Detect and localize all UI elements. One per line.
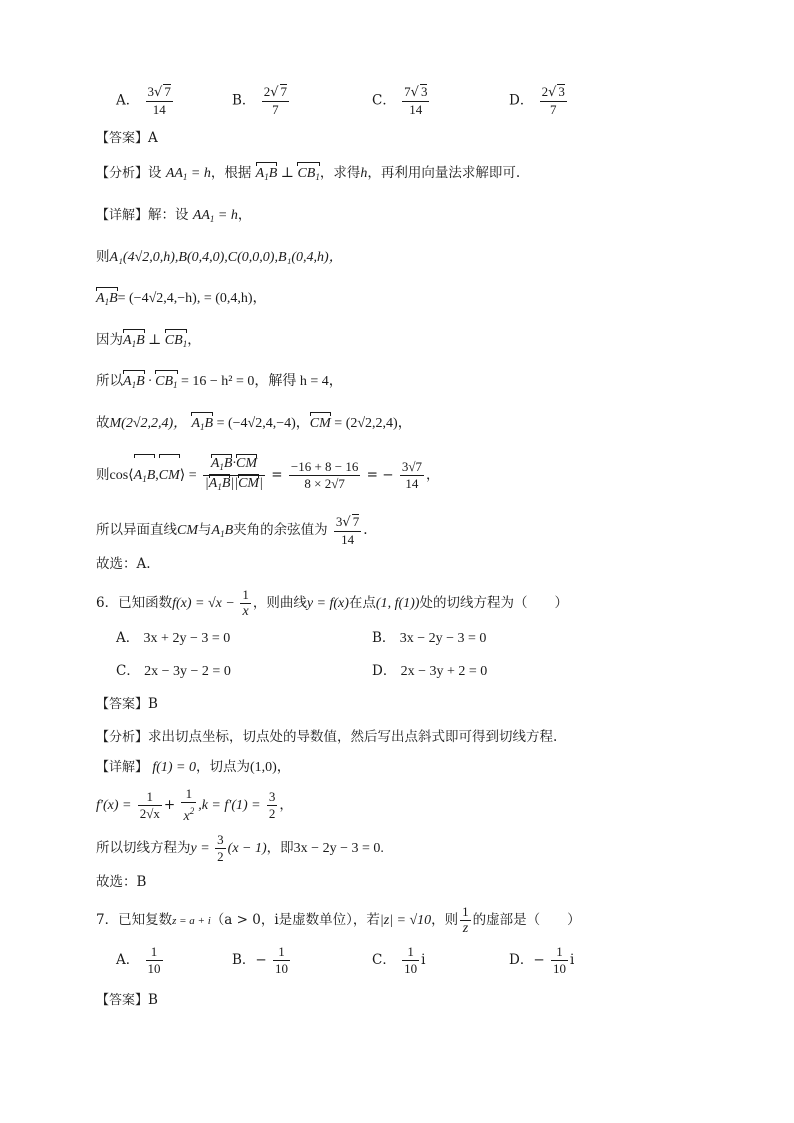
- fraction: $\frac{1}{x^2}$: [183, 786, 195, 824]
- q5-option-b: B． $\frac{2√ 7}{7}$: [232, 84, 288, 117]
- q5-option-a: A． $\frac{3√ 7}{14}$: [116, 84, 171, 117]
- q5-answer: 【答案】A: [96, 130, 158, 146]
- q5-dot: 所以$A_1B \cdot CB_1 = 16 - h^2 = 0$，解得 h = 4，: [96, 371, 343, 395]
- fraction: $\frac{1}{10}$: [552, 944, 566, 976]
- fraction: $\frac{1}{10}$: [275, 944, 289, 976]
- analysis-tag: 【分析】: [96, 730, 149, 745]
- q7-option-c: C． $\frac{1}{10}$ i: [372, 944, 426, 976]
- q5-analysis: 【分析】设 $AA_1 = h$，根据 $A_1B$ ⊥ $CB_1$，求得h，再利用向量法求解即可.: [96, 163, 520, 187]
- detail-tag: 【详解】: [96, 760, 149, 775]
- q6-option-d: D． 2x − 3y + 2 = 0: [372, 663, 488, 679]
- fraction: $\frac{2√ 7}{7}$: [263, 84, 288, 117]
- fraction: $\frac{-16 + 8 - 16}{8 \times 2√7}$: [290, 459, 359, 491]
- q5-because: 因为$A_1B$ ⊥ $CB_1$，: [96, 330, 201, 354]
- q6-detail: 【详解】 f(1) = 0，切点为(1,0)，: [96, 759, 291, 775]
- q5-option-c: C． $\frac{7√ 3}{14}$: [372, 84, 428, 117]
- fraction: $\frac{7√ 3}{14}$: [404, 84, 428, 117]
- answer-tag: 【答案】: [96, 131, 149, 146]
- fraction: $\frac{3√7}{14}$: [401, 459, 422, 491]
- q6-option-a: A． 3x + 2y − 3 = 0: [116, 630, 231, 646]
- answer-tag: 【答案】: [96, 993, 149, 1008]
- q6-option-c: C． 2x − 3y − 2 = 0: [116, 663, 231, 679]
- fraction: $\frac{3√ 7}{14}$: [147, 84, 171, 117]
- q5-detail: 【详解】解：设 $AA_1 = h$，: [96, 207, 252, 224]
- q5-conclusion: 所以异面直线CM与$A_1B$夹角的余弦值为 $\frac{3√ 7}{14}$ .: [96, 513, 368, 547]
- q6-choose: 故选：B: [96, 874, 147, 890]
- q6-answer: 【答案】B: [96, 696, 158, 712]
- q5-option-d: D． $\frac{2√ 3}{7}$: [509, 84, 565, 117]
- q5-cos: 则$\cos⟨A_1B,CM⟩$ = $\frac{A_1B\cdot CM}{|A_1B||CM|}$ = $\frac{-16 + 8 - 16}{8 \times 2√7}$ = − $\frac{3√7}{14}$ ，: [96, 455, 440, 495]
- fraction: $\frac{1}{10}$: [404, 944, 418, 976]
- q5-m-point: 故M(2√2,2,4)， $A_1B = (-4√2,4,-4)$，CM = (2√2,2,4)，: [96, 413, 412, 437]
- fraction: $\frac{1}{10}$: [147, 944, 161, 976]
- fraction: $\frac{2√ 3}{7}$: [541, 84, 565, 117]
- fraction: $\frac{3}{2}$: [217, 832, 224, 864]
- answer-tag: 【答案】: [96, 697, 149, 712]
- fraction: $\frac{1}{z}$: [462, 904, 469, 936]
- q5-vectors: $A_1B= (-4√2,4,-h)$, = (0,4,h)，: [96, 288, 267, 312]
- fraction: $\frac{3}{2}$: [268, 789, 276, 821]
- q6-analysis: 【分析】求出切点坐标，切点处的导数值，然后写出点斜式即可得到切线方程.: [96, 729, 558, 745]
- q7-answer: 【答案】B: [96, 992, 158, 1008]
- q5-coords: 则A₁(4√2,0,h),B(0,4,0),C(0,0,0),B₁(0,4,h)，: [96, 249, 343, 265]
- q7-option-b: B．− $\frac{1}{10}$: [232, 944, 289, 976]
- detail-tag: 【详解】: [96, 208, 149, 223]
- q6-derivative: f′(x) = $\frac{1}{2√x}$ + $\frac{1}{x^2}$ ,k = f′(1) = $\frac{3}{2}$ ，: [96, 786, 293, 824]
- fraction: $\frac{3√ 7}{14}$: [335, 513, 360, 547]
- q6-option-b: B． 3x − 2y − 3 = 0: [372, 630, 487, 646]
- fraction: $\frac{A_1B\cdot CM}{|A_1B||CM|}$: [203, 456, 265, 495]
- q6-tangent: 所以切线方程为y = $\frac{3}{2}$ (x − 1)，即3x − 2y − 3 = 0.: [96, 832, 384, 864]
- q7-option-a: A． $\frac{1}{10}$: [116, 944, 161, 976]
- fraction: $\frac{1}{2√x}$: [139, 789, 160, 821]
- analysis-tag: 【分析】: [96, 166, 149, 181]
- q7-stem: 7．已知复数z = a + i（a > 0，i是虚数单位），若|z| = √10，则 $\frac{1}{z}$ 的虚部是（ ）: [96, 904, 581, 936]
- fraction: $\frac{1}{x}$: [242, 587, 249, 619]
- q6-stem: 6．已知函数f(x) = √x − $\frac{1}{x}$ ，则曲线y = f(x)在点(1, f(1))处的切线方程为（ ）: [96, 587, 568, 619]
- q7-option-d: D．− $\frac{1}{10}$ i: [509, 944, 575, 976]
- q5-choose: 故选：A.: [96, 556, 151, 572]
